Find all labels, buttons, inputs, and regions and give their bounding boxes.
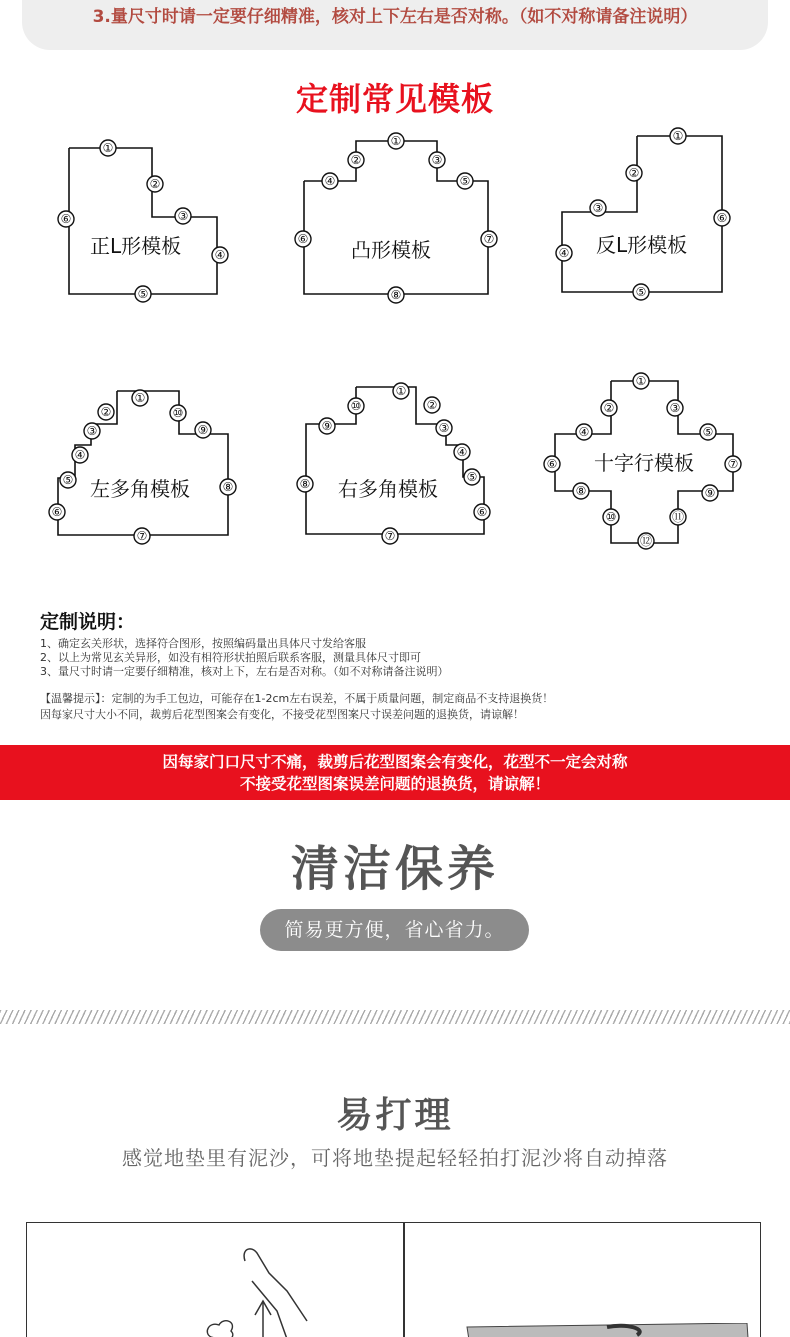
mat-illustration: [457, 1323, 757, 1337]
svg-text:②: ②: [149, 177, 161, 191]
template-reverse-l-shape: [556, 128, 730, 300]
svg-text:⑤: ⑤: [137, 287, 149, 301]
svg-text:⑥: ⑥: [60, 212, 72, 226]
svg-text:④: ④: [324, 174, 336, 188]
instruction-item: 2、以上为常见玄关异形，如没有相符形状拍照后联系客服，测量具体尺寸即可: [40, 651, 421, 664]
svg-text:⑦: ⑦: [136, 529, 148, 543]
svg-text:⑩: ⑩: [172, 406, 184, 420]
svg-text:④: ④: [214, 248, 226, 262]
number-marker: [212, 247, 228, 263]
top-note-card: [22, 0, 768, 50]
svg-text:⑦: ⑦: [483, 232, 495, 246]
clean-pill-badge: 简易更方便，省心省力。: [260, 909, 529, 951]
template-cross-shape: [544, 373, 741, 549]
svg-text:⑦: ⑦: [727, 457, 739, 471]
svg-text:①: ①: [395, 384, 407, 398]
svg-text:③: ③: [438, 421, 450, 435]
svg-text:②: ②: [628, 166, 640, 180]
svg-text:①: ①: [102, 141, 114, 155]
svg-text:③: ③: [669, 401, 681, 415]
banner-line-1: 因每家门口尺寸不痛，裁剪后花型图案会有变化，花型不一定会对称: [162, 753, 628, 771]
tips-block: [40, 691, 553, 723]
panel-divider: [403, 1223, 405, 1337]
template-diagrams: [0, 120, 790, 560]
template-left-polygon: [49, 390, 236, 544]
svg-text:⑥: ⑥: [546, 457, 558, 471]
hatch-divider: [0, 1010, 790, 1024]
svg-text:④: ④: [578, 425, 590, 439]
template-label-0: 正L形模板: [90, 234, 182, 258]
svg-text:⑦: ⑦: [384, 529, 396, 543]
svg-text:③: ③: [431, 153, 443, 167]
svg-text:⑧: ⑧: [222, 480, 234, 494]
templates-title: 定制常见模板: [295, 80, 494, 118]
svg-text:⑨: ⑨: [704, 486, 716, 500]
template-l-shape: [58, 140, 228, 302]
svg-text:⑧: ⑧: [390, 288, 402, 302]
svg-text:③: ③: [177, 209, 189, 223]
number-marker: [147, 176, 163, 192]
top-note-text: 3.量尺寸时请一定要仔细精准，核对上下左右是否对称。（如不对称请备注说明）: [92, 7, 698, 27]
illustration-panels: [26, 1222, 761, 1337]
hand-lift-illustration: [197, 1241, 337, 1337]
svg-text:④: ④: [558, 246, 570, 260]
svg-text:⑪: ⑪: [671, 510, 685, 524]
svg-text:⑨: ⑨: [321, 419, 333, 433]
svg-text:⑤: ⑤: [635, 285, 647, 299]
svg-text:⑩: ⑩: [350, 399, 362, 413]
svg-text:③: ③: [86, 424, 98, 438]
number-marker: [58, 211, 74, 227]
easy-subtitle: 感觉地垫里有泥沙，可将地垫提起轻轻拍打泥沙将自动掉落: [122, 1146, 668, 1170]
svg-text:①: ①: [672, 129, 684, 143]
svg-text:⑨: ⑨: [197, 423, 209, 437]
svg-text:⑫: ⑫: [639, 534, 653, 548]
svg-text:⑤: ⑤: [702, 425, 714, 439]
template-label-1: 凸形模板: [351, 238, 431, 262]
svg-text:①: ①: [390, 134, 402, 148]
tip-line: 【温馨提示】：定制的为手工包边，可能存在1-2cm左右误差，不属于质量问题，制定商品不支持退换货！: [40, 692, 554, 705]
svg-text:①: ①: [134, 391, 146, 405]
svg-text:②: ②: [426, 398, 438, 412]
svg-text:⑤: ⑤: [62, 473, 74, 487]
svg-text:⑤: ⑤: [466, 470, 478, 484]
svg-text:⑧: ⑧: [299, 477, 311, 491]
template-right-polygon: [297, 383, 490, 544]
svg-text:②: ②: [350, 153, 362, 167]
svg-text:②: ②: [603, 401, 615, 415]
template-convex-shape: [295, 133, 497, 303]
instructions-title: 定制说明：: [40, 611, 136, 633]
svg-text:①: ①: [635, 374, 647, 388]
template-label-2: 反L形模板: [596, 233, 688, 257]
number-marker: [175, 208, 191, 224]
svg-text:⑥: ⑥: [51, 505, 63, 519]
template-label-5: 十字行模板: [594, 451, 694, 475]
easy-title: 易打理: [336, 1095, 454, 1136]
template-label-3: 左多角模板: [90, 477, 190, 501]
svg-text:②: ②: [100, 405, 112, 419]
svg-text:⑧: ⑧: [575, 484, 587, 498]
clean-title: 清洁保养: [290, 841, 499, 897]
number-marker: [100, 140, 116, 156]
svg-text:⑥: ⑥: [476, 505, 488, 519]
svg-text:③: ③: [592, 201, 604, 215]
instruction-item: 1、确定玄关形状，选择符合图形，按照编码量出具体尺寸发给客服: [40, 637, 366, 650]
template-label-4: 右多角模板: [338, 477, 438, 501]
instruction-item: 3、量尺寸时请一定要仔细精准，核对上下，左右是否对称。（如不对称请备注说明）: [40, 665, 449, 678]
svg-text:④: ④: [74, 448, 86, 462]
number-marker: [135, 286, 151, 302]
svg-text:⑥: ⑥: [716, 211, 728, 225]
banner-line-2: 不接受花型图案误差问题的退换货，请谅解！: [239, 775, 550, 793]
svg-text:⑥: ⑥: [297, 232, 309, 246]
svg-text:⑤: ⑤: [459, 174, 471, 188]
warning-banner: [0, 745, 790, 800]
tip-line: 因每家尺寸大小不同，裁剪后花型图案会有变化，不接受花型图案尺寸误差问题的退换货，请谅解！: [40, 708, 524, 721]
instructions-list: [40, 637, 449, 679]
svg-text:④: ④: [456, 445, 468, 459]
svg-text:⑩: ⑩: [605, 510, 617, 524]
